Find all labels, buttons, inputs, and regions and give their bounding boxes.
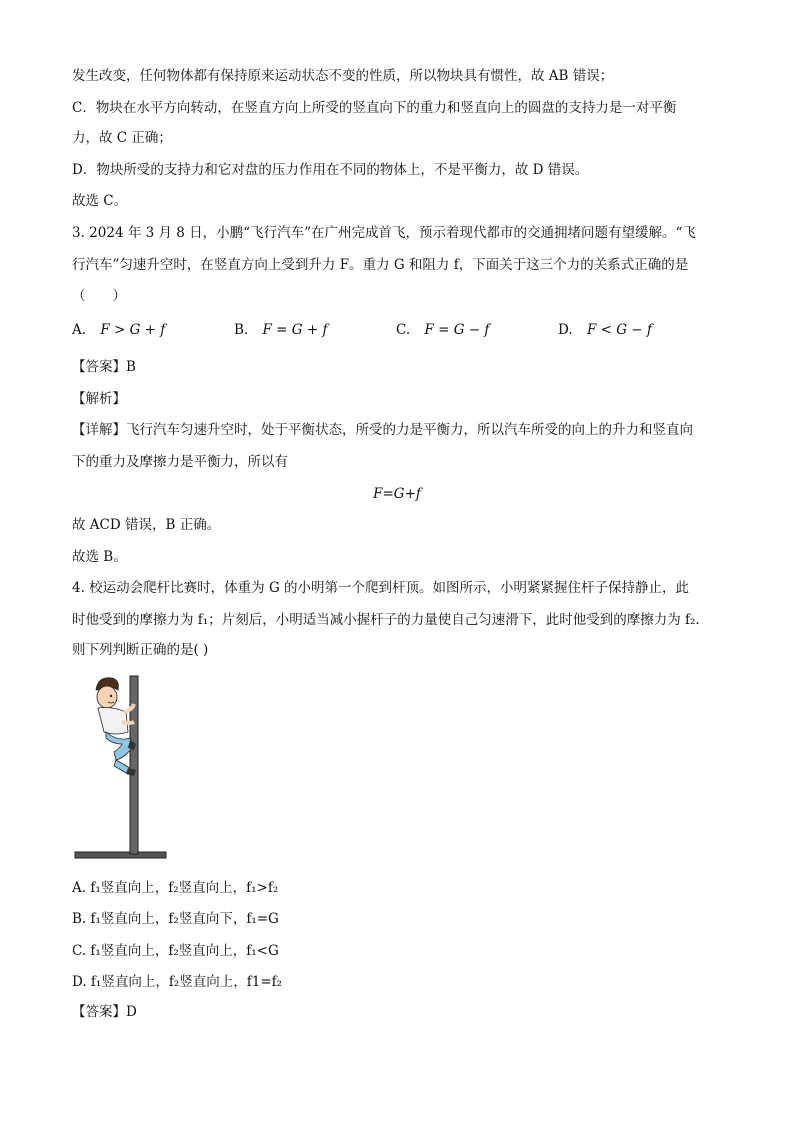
q3-option-a	[72, 320, 165, 340]
answer-line	[72, 357, 136, 377]
q4-option-b: B. f₁竖直向上，f₂竖直向下，f₁=G	[72, 911, 279, 927]
option-formula: F < G − f	[586, 322, 652, 338]
text-line: C．物块在水平方向转动，在竖直方向上所受的竖直向下的重力和竖直向上的圆盘的支持力是一对平衡	[72, 100, 677, 116]
question-3-stem: （ ）	[72, 288, 126, 304]
question-3-stem: 行汽车”匀速升空时，在竖直方向上受到升力 F。重力 G 和阻力 f，下面关于这三个力的关系式正确的是	[72, 257, 689, 273]
q3-option-d	[558, 320, 652, 340]
detail-line: 下的重力及摩擦力是平衡力，所以有	[72, 454, 288, 470]
answer-value: D	[126, 1004, 137, 1020]
question-4-stem: 4. 校运动会爬杆比赛时，体重为 G 的小明第一个爬到杆顶。如图所示，小明紧紧握住杆子保持静止，此	[72, 580, 690, 596]
answer-value: B	[126, 359, 136, 375]
question-4-stem: 时他受到的摩擦力为 f₁；片刻后，小明适当减小握杆子的力量使自己匀速滑下，此时他受到的摩擦力为 f₂.	[72, 612, 700, 628]
text-line: D．物块所受的支持力和它对盘的压力作用在不同的物体上，不是平衡力，故 D 错误。	[72, 162, 589, 178]
q3-option-c	[396, 320, 489, 340]
option-label: D.	[558, 322, 573, 338]
option-label: A.	[72, 322, 87, 338]
text-line: 故选 C。	[72, 193, 128, 209]
detail-line	[72, 420, 693, 440]
detail-tag: 【详解】	[72, 422, 126, 438]
text-line: 发生改变，任何物体都有保持原来运动状态不变的性质，所以物块具有惯性，故 AB 错误；	[72, 68, 614, 84]
detail-text: 飞行汽车匀速升空时，处于平衡状态，所受的力是平衡力，所以汽车所受的向上的升力和竖直向	[126, 422, 693, 438]
q4-option-c: C. f₁竖直向上，f₂竖直向上，f₁<G	[72, 943, 279, 959]
question-4-stem: 则下列判断正确的是( )	[72, 642, 209, 658]
text-line: 力，故 C 正确；	[72, 130, 172, 146]
text-line: 故选 B。	[72, 549, 127, 565]
q4-option-a: A. f₁竖直向上，f₂竖直向上，f₁>f₂	[72, 880, 279, 896]
option-formula: F = G − f	[424, 322, 490, 338]
formula: F=G+f	[373, 486, 421, 502]
option-formula: F > G + f	[100, 322, 166, 338]
q4-option-d: D. f₁竖直向上，f₂竖直向上，f1=f₂	[72, 974, 283, 990]
answer-tag: 【答案】	[72, 359, 126, 375]
question-3-stem: 3. 2024 年 3 月 8 日，小鹏“飞行汽车”在广州完成首飞，预示着现代都市的交通拥堵问题有望缓解。“飞	[72, 225, 696, 241]
q3-option-b	[234, 320, 327, 340]
analysis-tag: 【解析】	[72, 391, 126, 407]
option-label: C.	[396, 322, 411, 338]
answer-line	[72, 1002, 137, 1022]
pole-climbing-figure	[72, 672, 172, 862]
answer-tag: 【答案】	[72, 1004, 126, 1020]
option-formula: F = G + f	[262, 322, 328, 338]
option-label: B.	[234, 322, 249, 338]
text-line: 故 ACD 错误，B 正确。	[72, 517, 221, 533]
